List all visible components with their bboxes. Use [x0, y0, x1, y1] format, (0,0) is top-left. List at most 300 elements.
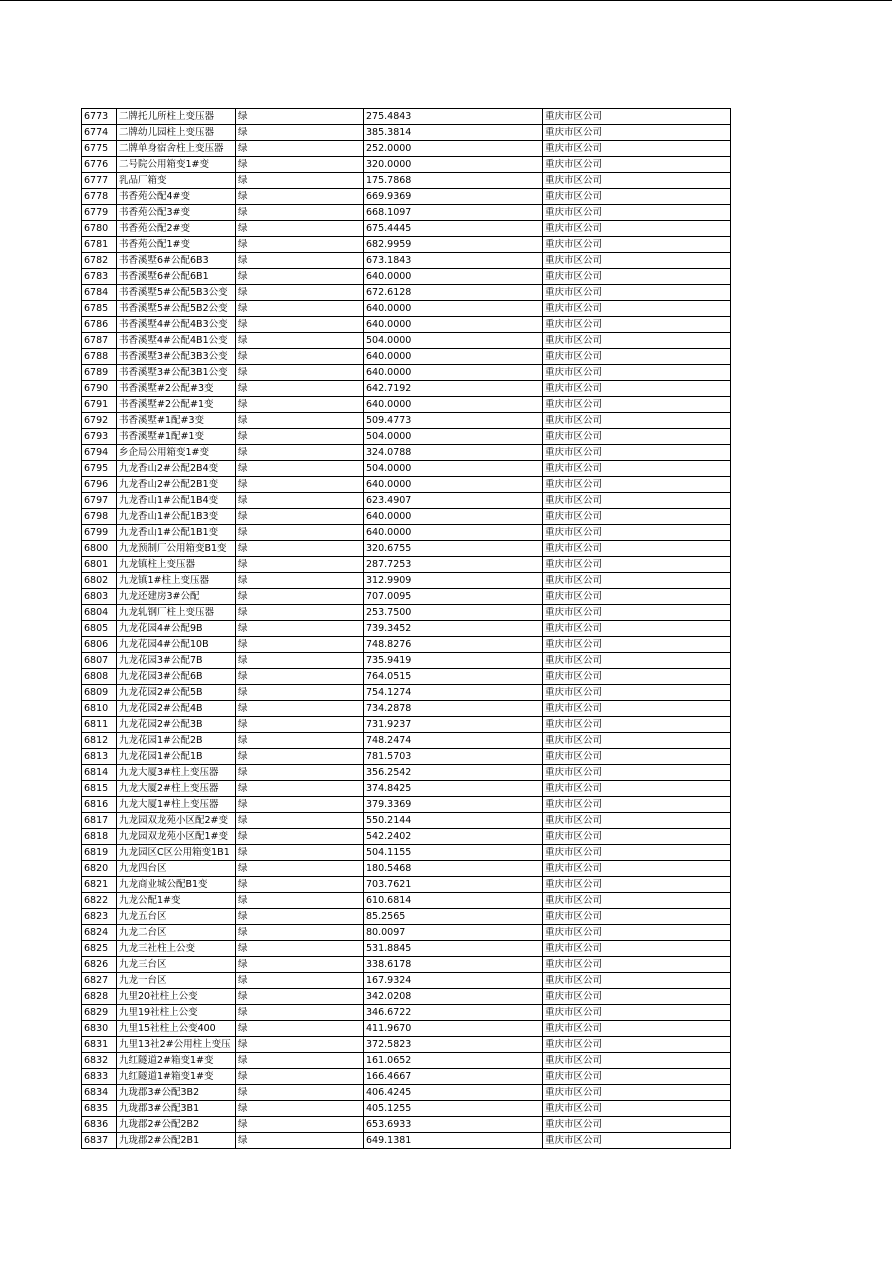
transformer-name-cell: 九龙香山2#公配2B4变 — [117, 461, 236, 477]
value-cell: 405.1255 — [364, 1101, 543, 1117]
transformer-name-cell: 九龙镇柱上变压器 — [117, 557, 236, 573]
row-id-cell: 6802 — [82, 573, 117, 589]
value-cell: 640.0000 — [364, 349, 543, 365]
company-cell: 重庆市区公司 — [543, 285, 731, 301]
company-cell: 重庆市区公司 — [543, 541, 731, 557]
company-cell: 重庆市区公司 — [543, 157, 731, 173]
transformer-name-cell: 九龙香山1#公配1B3变 — [117, 509, 236, 525]
value-cell: 642.7192 — [364, 381, 543, 397]
value-cell: 356.2542 — [364, 765, 543, 781]
company-cell: 重庆市区公司 — [543, 557, 731, 573]
transformer-name-cell: 书香溪墅6#公配6B1 — [117, 269, 236, 285]
value-cell: 504.1155 — [364, 845, 543, 861]
table-row — [82, 525, 731, 541]
table-row — [82, 413, 731, 429]
status-color-cell: 绿 — [236, 1021, 364, 1037]
row-id-cell: 6784 — [82, 285, 117, 301]
value-cell: 731.9237 — [364, 717, 543, 733]
value-cell: 640.0000 — [364, 269, 543, 285]
table-row — [82, 557, 731, 573]
row-id-cell: 6791 — [82, 397, 117, 413]
value-cell: 703.7621 — [364, 877, 543, 893]
status-color-cell: 绿 — [236, 733, 364, 749]
transformer-name-cell: 九龙花园1#公配1B — [117, 749, 236, 765]
status-color-cell: 绿 — [236, 1101, 364, 1117]
table-row — [82, 301, 731, 317]
company-cell: 重庆市区公司 — [543, 189, 731, 205]
company-cell: 重庆市区公司 — [543, 877, 731, 893]
company-cell: 重庆市区公司 — [543, 397, 731, 413]
transformer-name-cell: 二牌单身宿舍柱上变压器 — [117, 141, 236, 157]
company-cell: 重庆市区公司 — [543, 205, 731, 221]
table-row — [82, 621, 731, 637]
status-color-cell: 绿 — [236, 909, 364, 925]
row-id-cell: 6775 — [82, 141, 117, 157]
table-row — [82, 653, 731, 669]
table-row — [82, 1117, 731, 1133]
status-color-cell: 绿 — [236, 925, 364, 941]
status-color-cell: 绿 — [236, 1053, 364, 1069]
transformer-name-cell: 乳品厂箱变 — [117, 173, 236, 189]
value-cell: 668.1097 — [364, 205, 543, 221]
row-id-cell: 6837 — [82, 1133, 117, 1149]
row-id-cell: 6778 — [82, 189, 117, 205]
table-row — [82, 349, 731, 365]
value-cell: 707.0095 — [364, 589, 543, 605]
status-color-cell: 绿 — [236, 973, 364, 989]
row-id-cell: 6823 — [82, 909, 117, 925]
status-color-cell: 绿 — [236, 125, 364, 141]
row-id-cell: 6820 — [82, 861, 117, 877]
status-color-cell: 绿 — [236, 621, 364, 637]
transformer-name-cell: 九龙花园2#公配5B — [117, 685, 236, 701]
value-cell: 640.0000 — [364, 365, 543, 381]
transformer-name-cell: 九龙香山1#公配1B4变 — [117, 493, 236, 509]
row-id-cell: 6836 — [82, 1117, 117, 1133]
transformer-name-cell: 九里15社柱上公变400 — [117, 1021, 236, 1037]
value-cell: 385.3814 — [364, 125, 543, 141]
table-row — [82, 541, 731, 557]
company-cell: 重庆市区公司 — [543, 333, 731, 349]
status-color-cell: 绿 — [236, 669, 364, 685]
value-cell: 754.1274 — [364, 685, 543, 701]
transformer-name-cell: 书香溪墅4#公配4B3公变 — [117, 317, 236, 333]
transformer-name-cell: 九龙花园4#公配10B — [117, 637, 236, 653]
company-cell: 重庆市区公司 — [543, 493, 731, 509]
row-id-cell: 6832 — [82, 1053, 117, 1069]
company-cell: 重庆市区公司 — [543, 365, 731, 381]
status-color-cell: 绿 — [236, 1117, 364, 1133]
row-id-cell: 6804 — [82, 605, 117, 621]
transformer-name-cell: 九龙香山2#公配2B1变 — [117, 477, 236, 493]
company-cell: 重庆市区公司 — [543, 1069, 731, 1085]
table-row — [82, 381, 731, 397]
row-id-cell: 6807 — [82, 653, 117, 669]
table-row — [82, 989, 731, 1005]
row-id-cell: 6797 — [82, 493, 117, 509]
transformer-name-cell: 书香溪墅#1配#3变 — [117, 413, 236, 429]
transformer-name-cell: 二号院公用箱变1#变 — [117, 157, 236, 173]
row-id-cell: 6799 — [82, 525, 117, 541]
table-row — [82, 749, 731, 765]
row-id-cell: 6830 — [82, 1021, 117, 1037]
table-row — [82, 1101, 731, 1117]
row-id-cell: 6790 — [82, 381, 117, 397]
value-cell: 640.0000 — [364, 301, 543, 317]
status-color-cell: 绿 — [236, 717, 364, 733]
table-row — [82, 589, 731, 605]
value-cell: 346.6722 — [364, 1005, 543, 1021]
table-row — [82, 765, 731, 781]
row-id-cell: 6806 — [82, 637, 117, 653]
row-id-cell: 6824 — [82, 925, 117, 941]
row-id-cell: 6826 — [82, 957, 117, 973]
status-color-cell: 绿 — [236, 653, 364, 669]
company-cell: 重庆市区公司 — [543, 893, 731, 909]
company-cell: 重庆市区公司 — [543, 445, 731, 461]
transformer-name-cell: 二牌幼儿园柱上变压器 — [117, 125, 236, 141]
company-cell: 重庆市区公司 — [543, 525, 731, 541]
transformer-name-cell: 书香苑公配4#变 — [117, 189, 236, 205]
company-cell: 重庆市区公司 — [543, 845, 731, 861]
table-row — [82, 333, 731, 349]
company-cell: 重庆市区公司 — [543, 925, 731, 941]
transformer-name-cell: 九龙香山1#公配1B1变 — [117, 525, 236, 541]
row-id-cell: 6792 — [82, 413, 117, 429]
row-id-cell: 6811 — [82, 717, 117, 733]
status-color-cell: 绿 — [236, 589, 364, 605]
status-color-cell: 绿 — [236, 493, 364, 509]
value-cell: 167.9324 — [364, 973, 543, 989]
status-color-cell: 绿 — [236, 797, 364, 813]
page-top-border — [0, 0, 892, 1]
value-cell: 175.7868 — [364, 173, 543, 189]
status-color-cell: 绿 — [236, 285, 364, 301]
table-row — [82, 717, 731, 733]
table-row — [82, 573, 731, 589]
company-cell: 重庆市区公司 — [543, 653, 731, 669]
transformer-name-cell: 九龙四台区 — [117, 861, 236, 877]
value-cell: 748.2474 — [364, 733, 543, 749]
value-cell: 764.0515 — [364, 669, 543, 685]
value-cell: 180.5468 — [364, 861, 543, 877]
table-row — [82, 701, 731, 717]
transformer-name-cell: 九龙五台区 — [117, 909, 236, 925]
status-color-cell: 绿 — [236, 333, 364, 349]
row-id-cell: 6793 — [82, 429, 117, 445]
row-id-cell: 6805 — [82, 621, 117, 637]
company-cell: 重庆市区公司 — [543, 125, 731, 141]
row-id-cell: 6825 — [82, 941, 117, 957]
company-cell: 重庆市区公司 — [543, 717, 731, 733]
row-id-cell: 6776 — [82, 157, 117, 173]
table-row — [82, 205, 731, 221]
status-color-cell: 绿 — [236, 413, 364, 429]
status-color-cell: 绿 — [236, 381, 364, 397]
company-cell: 重庆市区公司 — [543, 957, 731, 973]
transformer-name-cell: 九珑郡3#公配3B1 — [117, 1101, 236, 1117]
row-id-cell: 6813 — [82, 749, 117, 765]
value-cell: 287.7253 — [364, 557, 543, 573]
transformer-name-cell: 书香溪墅6#公配6B3 — [117, 253, 236, 269]
company-cell: 重庆市区公司 — [543, 253, 731, 269]
table-row — [82, 429, 731, 445]
row-id-cell: 6788 — [82, 349, 117, 365]
table-row — [82, 109, 731, 125]
value-cell: 372.5823 — [364, 1037, 543, 1053]
status-color-cell: 绿 — [236, 701, 364, 717]
value-cell: 640.0000 — [364, 509, 543, 525]
value-cell: 320.0000 — [364, 157, 543, 173]
value-cell: 80.0097 — [364, 925, 543, 941]
table-row — [82, 605, 731, 621]
table-row — [82, 973, 731, 989]
transformer-name-cell: 九龙花园3#公配7B — [117, 653, 236, 669]
transformer-name-cell: 书香溪墅5#公配5B3公变 — [117, 285, 236, 301]
status-color-cell: 绿 — [236, 557, 364, 573]
row-id-cell: 6789 — [82, 365, 117, 381]
transformer-name-cell: 九龙花园1#公配2B — [117, 733, 236, 749]
value-cell: 682.9959 — [364, 237, 543, 253]
company-cell: 重庆市区公司 — [543, 413, 731, 429]
transformer-name-cell: 书香溪墅3#公配3B3公变 — [117, 349, 236, 365]
value-cell: 166.4667 — [364, 1069, 543, 1085]
value-cell: 640.0000 — [364, 477, 543, 493]
status-color-cell: 绿 — [236, 749, 364, 765]
company-cell: 重庆市区公司 — [543, 1021, 731, 1037]
status-color-cell: 绿 — [236, 429, 364, 445]
company-cell: 重庆市区公司 — [543, 1133, 731, 1149]
transformer-name-cell: 九龙大厦2#柱上变压器 — [117, 781, 236, 797]
row-id-cell: 6827 — [82, 973, 117, 989]
transformer-name-cell: 乡企局公用箱变1#变 — [117, 445, 236, 461]
status-color-cell: 绿 — [236, 1085, 364, 1101]
transformer-name-cell: 九里20社柱上公变 — [117, 989, 236, 1005]
transformer-name-cell: 九龙园区C区公用箱变1B1 — [117, 845, 236, 861]
value-cell: 275.4843 — [364, 109, 543, 125]
table-row — [82, 269, 731, 285]
row-id-cell: 6808 — [82, 669, 117, 685]
status-color-cell: 绿 — [236, 189, 364, 205]
value-cell: 673.1843 — [364, 253, 543, 269]
row-id-cell: 6817 — [82, 813, 117, 829]
transformer-name-cell: 九龙三社柱上公变 — [117, 941, 236, 957]
value-cell: 649.1381 — [364, 1133, 543, 1149]
value-cell: 411.9670 — [364, 1021, 543, 1037]
company-cell: 重庆市区公司 — [543, 685, 731, 701]
status-color-cell: 绿 — [236, 989, 364, 1005]
transformer-name-cell: 九珑郡2#公配2B2 — [117, 1117, 236, 1133]
value-cell: 504.0000 — [364, 429, 543, 445]
row-id-cell: 6814 — [82, 765, 117, 781]
status-color-cell: 绿 — [236, 845, 364, 861]
status-color-cell: 绿 — [236, 445, 364, 461]
table-row — [82, 1053, 731, 1069]
company-cell: 重庆市区公司 — [543, 1037, 731, 1053]
company-cell: 重庆市区公司 — [543, 509, 731, 525]
value-cell: 550.2144 — [364, 813, 543, 829]
transformer-name-cell: 九龙三台区 — [117, 957, 236, 973]
value-cell: 623.4907 — [364, 493, 543, 509]
row-id-cell: 6780 — [82, 221, 117, 237]
row-id-cell: 6834 — [82, 1085, 117, 1101]
row-id-cell: 6783 — [82, 269, 117, 285]
row-id-cell: 6794 — [82, 445, 117, 461]
status-color-cell: 绿 — [236, 1069, 364, 1085]
transformer-name-cell: 书香溪墅#2公配#3变 — [117, 381, 236, 397]
row-id-cell: 6773 — [82, 109, 117, 125]
value-cell: 781.5703 — [364, 749, 543, 765]
table-row — [82, 445, 731, 461]
transformer-name-cell: 书香溪墅3#公配3B1公变 — [117, 365, 236, 381]
value-cell: 406.4245 — [364, 1085, 543, 1101]
value-cell: 253.7500 — [364, 605, 543, 621]
value-cell: 85.2565 — [364, 909, 543, 925]
company-cell: 重庆市区公司 — [543, 1085, 731, 1101]
transformer-name-cell: 九龙花园4#公配9B — [117, 621, 236, 637]
value-cell: 504.0000 — [364, 333, 543, 349]
transformer-name-cell: 九龙商业城公配B1变 — [117, 877, 236, 893]
row-id-cell: 6828 — [82, 989, 117, 1005]
status-color-cell: 绿 — [236, 365, 364, 381]
value-cell: 640.0000 — [364, 397, 543, 413]
value-cell: 653.6933 — [364, 1117, 543, 1133]
company-cell: 重庆市区公司 — [543, 429, 731, 445]
row-id-cell: 6781 — [82, 237, 117, 253]
value-cell: 640.0000 — [364, 317, 543, 333]
status-color-cell: 绿 — [236, 685, 364, 701]
value-cell: 675.4445 — [364, 221, 543, 237]
transformer-name-cell: 书香苑公配2#变 — [117, 221, 236, 237]
status-color-cell: 绿 — [236, 237, 364, 253]
table-row — [82, 845, 731, 861]
table-row — [82, 1133, 731, 1149]
company-cell: 重庆市区公司 — [543, 829, 731, 845]
row-id-cell: 6782 — [82, 253, 117, 269]
transformer-name-cell: 九龙镇1#柱上变压器 — [117, 573, 236, 589]
row-id-cell: 6786 — [82, 317, 117, 333]
company-cell: 重庆市区公司 — [543, 941, 731, 957]
value-cell: 735.9419 — [364, 653, 543, 669]
row-id-cell: 6810 — [82, 701, 117, 717]
value-cell: 504.0000 — [364, 461, 543, 477]
status-color-cell: 绿 — [236, 605, 364, 621]
company-cell: 重庆市区公司 — [543, 461, 731, 477]
status-color-cell: 绿 — [236, 781, 364, 797]
row-id-cell: 6816 — [82, 797, 117, 813]
row-id-cell: 6787 — [82, 333, 117, 349]
company-cell: 重庆市区公司 — [543, 621, 731, 637]
table-row — [82, 221, 731, 237]
company-cell: 重庆市区公司 — [543, 1117, 731, 1133]
table-row — [82, 1037, 731, 1053]
company-cell: 重庆市区公司 — [543, 317, 731, 333]
row-id-cell: 6777 — [82, 173, 117, 189]
status-color-cell: 绿 — [236, 525, 364, 541]
company-cell: 重庆市区公司 — [543, 733, 731, 749]
row-id-cell: 6785 — [82, 301, 117, 317]
table-row — [82, 1021, 731, 1037]
table-row — [82, 125, 731, 141]
transformer-name-cell: 九珑郡3#公配3B2 — [117, 1085, 236, 1101]
table-row — [82, 877, 731, 893]
status-color-cell: 绿 — [236, 1005, 364, 1021]
status-color-cell: 绿 — [236, 765, 364, 781]
company-cell: 重庆市区公司 — [543, 797, 731, 813]
value-cell: 509.4773 — [364, 413, 543, 429]
company-cell: 重庆市区公司 — [543, 109, 731, 125]
value-cell: 610.6814 — [364, 893, 543, 909]
status-color-cell: 绿 — [236, 573, 364, 589]
row-id-cell: 6818 — [82, 829, 117, 845]
table-row — [82, 925, 731, 941]
status-color-cell: 绿 — [236, 813, 364, 829]
value-cell: 542.2402 — [364, 829, 543, 845]
status-color-cell: 绿 — [236, 141, 364, 157]
company-cell: 重庆市区公司 — [543, 637, 731, 653]
status-color-cell: 绿 — [236, 349, 364, 365]
table-row — [82, 685, 731, 701]
data-table — [81, 108, 731, 1149]
table-row — [82, 1005, 731, 1021]
status-color-cell: 绿 — [236, 941, 364, 957]
table-row — [82, 317, 731, 333]
row-id-cell: 6798 — [82, 509, 117, 525]
company-cell: 重庆市区公司 — [543, 301, 731, 317]
table-row — [82, 781, 731, 797]
row-id-cell: 6819 — [82, 845, 117, 861]
value-cell: 374.8425 — [364, 781, 543, 797]
company-cell: 重庆市区公司 — [543, 1005, 731, 1021]
company-cell: 重庆市区公司 — [543, 669, 731, 685]
table-row — [82, 189, 731, 205]
transformer-name-cell: 书香溪墅4#公配4B1公变 — [117, 333, 236, 349]
table-row — [82, 253, 731, 269]
transformer-name-cell: 九龙大厦3#柱上变压器 — [117, 765, 236, 781]
company-cell: 重庆市区公司 — [543, 381, 731, 397]
company-cell: 重庆市区公司 — [543, 1053, 731, 1069]
row-id-cell: 6829 — [82, 1005, 117, 1021]
transformer-name-cell: 书香苑公配3#变 — [117, 205, 236, 221]
table-row — [82, 477, 731, 493]
table-row — [82, 365, 731, 381]
status-color-cell: 绿 — [236, 893, 364, 909]
status-color-cell: 绿 — [236, 301, 364, 317]
company-cell: 重庆市区公司 — [543, 1101, 731, 1117]
value-cell: 379.3369 — [364, 797, 543, 813]
status-color-cell: 绿 — [236, 1037, 364, 1053]
value-cell: 338.6178 — [364, 957, 543, 973]
company-cell: 重庆市区公司 — [543, 749, 731, 765]
value-cell: 324.0788 — [364, 445, 543, 461]
table-row — [82, 157, 731, 173]
transformer-name-cell: 九里13社2#公用柱上变压 — [117, 1037, 236, 1053]
company-cell: 重庆市区公司 — [543, 909, 731, 925]
table-row — [82, 797, 731, 813]
value-cell: 320.6755 — [364, 541, 543, 557]
transformer-name-cell: 九龙花园2#公配4B — [117, 701, 236, 717]
table-row — [82, 509, 731, 525]
company-cell: 重庆市区公司 — [543, 765, 731, 781]
status-color-cell: 绿 — [236, 477, 364, 493]
table-row — [82, 893, 731, 909]
status-color-cell: 绿 — [236, 461, 364, 477]
company-cell: 重庆市区公司 — [543, 349, 731, 365]
table-row — [82, 957, 731, 973]
company-cell: 重庆市区公司 — [543, 861, 731, 877]
transformer-name-cell: 书香苑公配1#变 — [117, 237, 236, 253]
value-cell: 531.8845 — [364, 941, 543, 957]
